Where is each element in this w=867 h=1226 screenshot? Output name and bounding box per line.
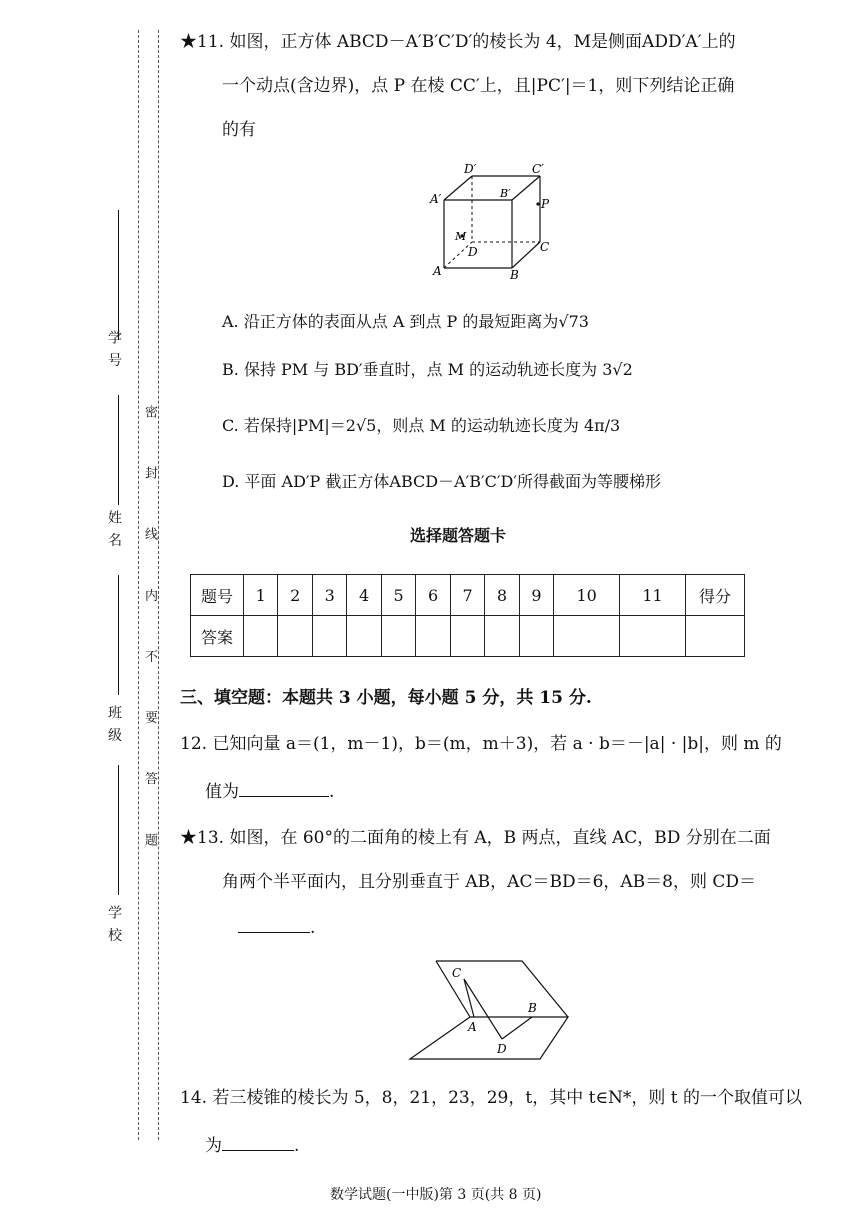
- q12-line1: 12. 已知向量 a＝(1，m－1)，b＝(m，m＋3)，若 a · b＝－|a| · |b|，则 m 的: [180, 734, 782, 754]
- q12-prefix: 值为: [205, 782, 239, 802]
- q11-cube-figure: [428, 160, 558, 282]
- q14-answer-blank[interactable]: [222, 1132, 294, 1151]
- question-number: 7: [450, 575, 484, 616]
- answer-cell-11[interactable]: [620, 616, 686, 657]
- q11-option-a: A. 沿正方体的表面从点 A 到点 P 的最短距离为√73: [222, 312, 589, 331]
- question-number: 2: [278, 575, 312, 616]
- answer-cell-4[interactable]: [347, 616, 381, 657]
- q12-line2: [205, 778, 334, 804]
- score-cell[interactable]: [686, 616, 745, 657]
- table-row: [191, 575, 745, 616]
- q13-dihedral-figure: [404, 955, 574, 1065]
- label-C: C: [540, 240, 550, 254]
- label-D: D: [468, 245, 478, 259]
- q13-line1: ★13. 如图，在 60°的二面角的棱上有 A，B 两点，直线 AC，BD 分别在二面: [180, 828, 771, 848]
- q13-line3: [238, 914, 315, 940]
- class-field[interactable]: [118, 575, 120, 695]
- q11-line2: 一个动点(含边界)，点 P 在棱 CC′上，且|PC′|＝1，则下列结论正确: [222, 76, 735, 96]
- q13-answer-blank[interactable]: [238, 914, 310, 933]
- q14-prefix: 为: [205, 1136, 222, 1156]
- answer-cell-10[interactable]: [554, 616, 620, 657]
- q13-line2: 角两个半平面内，且分别垂直于 AB，AC＝BD＝6，AB＝8，则 CD＝: [222, 872, 757, 892]
- q14-suffix: .: [294, 1136, 300, 1156]
- binding-line-outer: [138, 30, 139, 1140]
- q14-line1: 14. 若三棱锥的棱长为 5，8，21，23，29，t，其中 t∈N*，则 t 的一个取值可以: [180, 1088, 803, 1108]
- label-A: A: [468, 1020, 477, 1034]
- answer-cell-2[interactable]: [278, 616, 312, 657]
- label-P: P: [541, 197, 550, 211]
- label-B: B: [528, 1001, 537, 1015]
- answer-cell-6[interactable]: [416, 616, 450, 657]
- row2-head: 答案: [191, 616, 244, 657]
- label-class: 班 级: [106, 705, 122, 744]
- answer-cell-5[interactable]: [381, 616, 415, 657]
- answer-cell-7[interactable]: [450, 616, 484, 657]
- question-number: 1: [244, 575, 278, 616]
- question-number: 3: [312, 575, 346, 616]
- label-name: 姓 名: [106, 510, 122, 549]
- q14-line2: [205, 1132, 299, 1158]
- label-A1: A′: [430, 192, 442, 206]
- answer-cell-8[interactable]: [485, 616, 519, 657]
- q13-suffix: .: [310, 918, 316, 938]
- section3-heading: 三、填空题：本题共 3 小题，每小题 5 分，共 15 分.: [180, 688, 592, 708]
- q11-option-b: B. 保持 PM 与 BD′垂直时，点 M 的运动轨迹长度为 3√2: [222, 360, 633, 379]
- q11-option-d: D. 平面 AD′P 截正方体ABCD－A′B′C′D′所得截面为等腰梯形: [222, 472, 661, 491]
- answer-card-table: [190, 574, 745, 657]
- question-number: 11: [620, 575, 686, 616]
- seal-line-notice: 密 封 线 内 不 要 答 题: [142, 405, 157, 868]
- label-D: D: [497, 1042, 507, 1056]
- label-D1: D′: [464, 162, 477, 176]
- q12-answer-blank[interactable]: [239, 778, 329, 797]
- name-field[interactable]: [118, 395, 120, 505]
- question-number: 9: [519, 575, 553, 616]
- label-B: B: [510, 268, 519, 282]
- question-number: 6: [416, 575, 450, 616]
- label-C: C: [452, 966, 462, 980]
- answer-cell-1[interactable]: [244, 616, 278, 657]
- q11-line1: ★11. 如图，正方体 ABCD－A′B′C′D′的棱长为 4，M是侧面ADD′A′上的: [180, 32, 736, 52]
- q12-suffix: .: [329, 782, 335, 802]
- label-C1: C′: [532, 162, 544, 176]
- label-M: M: [455, 230, 467, 243]
- label-A: A: [433, 264, 442, 278]
- table-row: [191, 616, 745, 657]
- question-number: 10: [554, 575, 620, 616]
- label-student-number: 学 号: [106, 330, 122, 369]
- label-B1: B′: [500, 187, 511, 200]
- question-number: 5: [381, 575, 415, 616]
- row1-head: 题号: [191, 575, 244, 616]
- answer-cell-3[interactable]: [312, 616, 346, 657]
- page-footer: 数学试题(一中版)第 3 页(共 8 页): [330, 1187, 542, 1203]
- school-field[interactable]: [118, 765, 120, 895]
- student-number-field[interactable]: [118, 210, 120, 340]
- question-number: 4: [347, 575, 381, 616]
- label-school: 学 校: [106, 905, 122, 944]
- answer-cell-9[interactable]: [519, 616, 553, 657]
- answer-card-title: 选择题答题卡: [410, 526, 507, 545]
- question-number: 8: [485, 575, 519, 616]
- q11-option-c: C. 若保持|PM|＝2√5，则点 M 的运动轨迹长度为 4π/3: [222, 416, 621, 435]
- score-head: 得分: [686, 575, 745, 616]
- q11-line3: 的有: [222, 120, 256, 140]
